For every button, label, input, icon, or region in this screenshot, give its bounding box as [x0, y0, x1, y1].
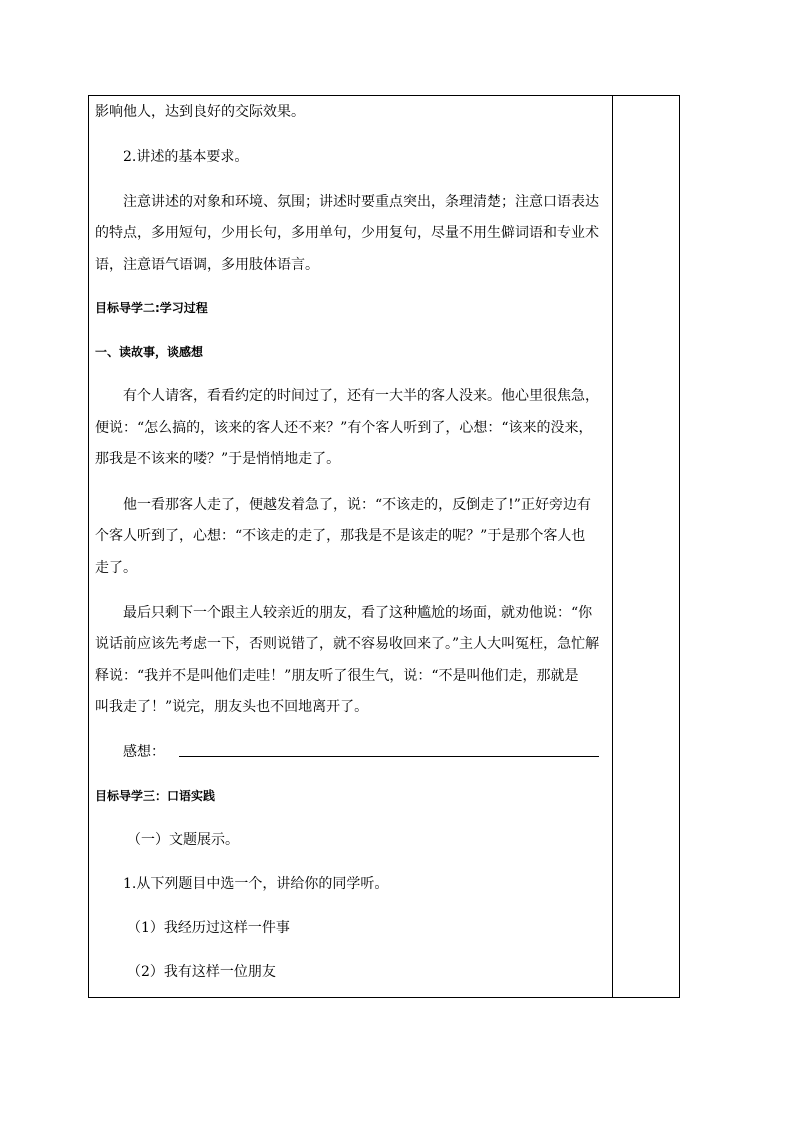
content-table: [88, 95, 680, 998]
story-line: 有个人请客，看看约定的时间过了，还有一大半的客人没来。他心里很焦急，: [123, 388, 599, 404]
topic-option: （1）我经历过这样一件事: [127, 920, 290, 936]
instruction-line: 1.从下列题目中选一个，讲给你的同学听。: [123, 876, 389, 892]
story-line: 最后只剩下一个跟主人较亲近的朋友，看了这种尴尬的场面，就劝他说：“你: [123, 605, 593, 621]
story-line: 说话前应该先考虑一下，否则说错了，就不容易收回来了。”主人大叫冤枉，急忙解: [95, 636, 600, 652]
notes-cell: [613, 96, 679, 997]
story-line: 便说：“怎么搞的，该来的客人还不来？”有个客人听到了，心想：“该来的没来，: [95, 420, 593, 436]
reflection-blank: [179, 756, 599, 757]
paragraph-line: 注意讲述的对象和环境、氛围；讲述时要重点突出，条理清楚；注意口语表达: [123, 194, 599, 210]
topic-title: （一）文题展示。: [127, 832, 239, 848]
topic-option: （2）我有这样一位朋友: [127, 964, 276, 980]
requirement-title: 2.讲述的基本要求。: [123, 149, 249, 165]
subsection-heading: 一、读故事，谈感想: [95, 345, 204, 359]
paragraph-line: 语，注意语气语调，多用肢体语言。: [95, 257, 319, 273]
section-heading: 目标导学三：口语实践: [95, 789, 216, 803]
paragraph-line: 影响他人，达到良好的交际效果。: [95, 104, 305, 120]
story-line: 个客人听到了，心想：“不该走的走了，那我是不是该走的呢？”于是那个客人也: [95, 528, 586, 544]
reflection-label: 感想：: [123, 744, 165, 760]
story-line: 他一看那客人走了，便越发着急了，说：“不该走的，反倒走了!”正好旁边有: [123, 497, 591, 513]
story-line: 叫我走了！”说完，朋友头也不回地离开了。: [95, 699, 369, 715]
section-heading: 目标导学二:学习过程: [95, 301, 208, 315]
story-line: 那我是不该来的喽？”于是悄悄地走了。: [95, 451, 341, 467]
paragraph-line: 的特点，多用短句，少用长句，多用单句，少用复句，尽量不用生僻词语和专业术: [95, 225, 599, 241]
story-line: 释说：“我并不是叫他们走哇！”朋友听了很生气，说：“不是叫他们走，那就是: [95, 668, 579, 684]
story-line: 走了。: [95, 560, 137, 576]
